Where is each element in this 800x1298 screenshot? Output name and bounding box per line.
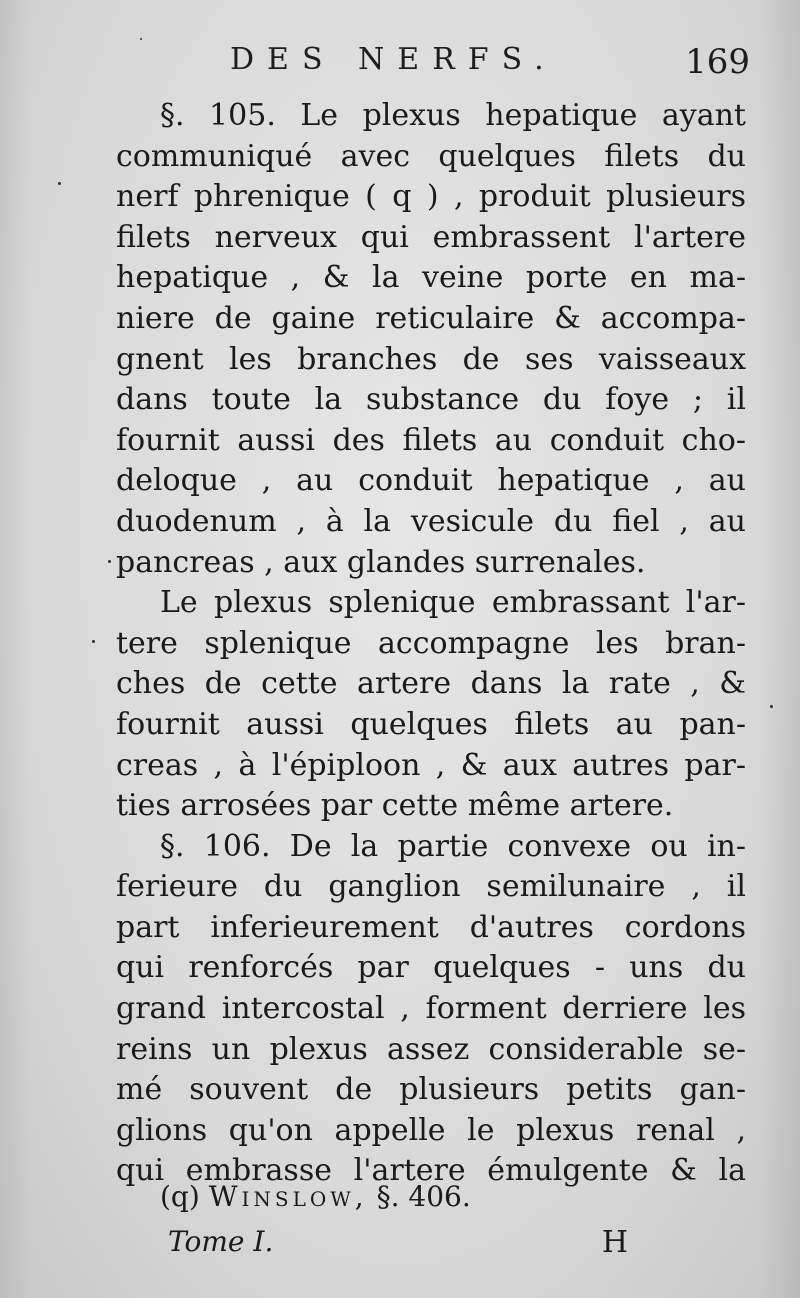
page-header	[230, 42, 750, 92]
text-line: qui renforcés par quelques - uns du	[116, 950, 746, 986]
signature-mark: H	[601, 1225, 628, 1260]
left-gutter-shadow	[0, 0, 30, 1298]
ink-speck	[770, 705, 773, 708]
text-line: tere splenique accompagne les bran-	[116, 625, 746, 661]
text-line: §. 105. Le plexus hepatique ayant	[160, 98, 746, 133]
right-edge-shadow	[760, 0, 800, 1298]
tome-label: Tome I.	[168, 1225, 274, 1258]
text-line: fournit aussi quelques filets au pan-	[116, 706, 746, 742]
text-line: gnent les branches de ses vaisseaux	[116, 341, 746, 377]
running-head: DES NERFS.	[230, 42, 557, 77]
text-line: creas , à l'épiploon , & aux autres par-	[116, 747, 746, 783]
footnote-reference: §. 406.	[376, 1180, 471, 1213]
text-line: grand intercostal , forment derriere les	[116, 991, 746, 1027]
signature-line	[168, 1225, 628, 1265]
text-line: filets nerveux qui embrassent l'artere	[116, 219, 746, 255]
text-line: pancreas , aux glandes surrenales.	[116, 544, 646, 580]
text-line: deloque , au conduit hepatique , au	[116, 463, 746, 499]
ink-speck	[108, 560, 111, 563]
text-line: nerf phrenique ( q ) , produit plusieurs	[116, 179, 746, 215]
text-line: Le plexus splenique embrassant l'ar-	[160, 585, 746, 621]
text-line: communiqué avec quelques filets du	[116, 138, 746, 174]
text-line: part inferieurement d'autres cordons	[116, 909, 746, 945]
ink-speck	[92, 640, 95, 643]
text-line: ferieure du ganglion semilunaire , il	[116, 869, 746, 905]
text-line: ches de cette artere dans la rate , &	[116, 666, 746, 702]
text-line: reins un plexus assez considerable se-	[116, 1031, 746, 1067]
text-line: dans toute la substance du foye ; il	[116, 382, 746, 418]
ink-speck	[58, 182, 61, 185]
text-line: hepatique , & la veine porte en ma-	[116, 260, 746, 296]
body-text	[116, 96, 746, 1192]
text-line: qui embrasse l'artere émulgente & la	[116, 1153, 746, 1189]
text-line: ties arrosées par cette même artere.	[116, 788, 674, 824]
text-line: mé souvent de plusieurs petits gan-	[116, 1072, 746, 1108]
text-line: duodenum , à la vesicule du fiel , au	[116, 503, 746, 539]
ink-speck	[140, 38, 142, 40]
text-line: niere de gaine reticulaire & accompa-	[116, 300, 746, 336]
text-line: §. 106. De la partie convexe ou in-	[160, 828, 746, 864]
page-number: 169	[685, 42, 750, 82]
footnote	[160, 1180, 471, 1213]
footnote-author: Winslow,	[208, 1180, 368, 1213]
text-line: fournit aussi des filets au conduit cho-	[116, 422, 746, 458]
footnote-marker: (q)	[160, 1180, 200, 1213]
text-line: glions qu'on appelle le plexus renal ,	[116, 1112, 746, 1148]
